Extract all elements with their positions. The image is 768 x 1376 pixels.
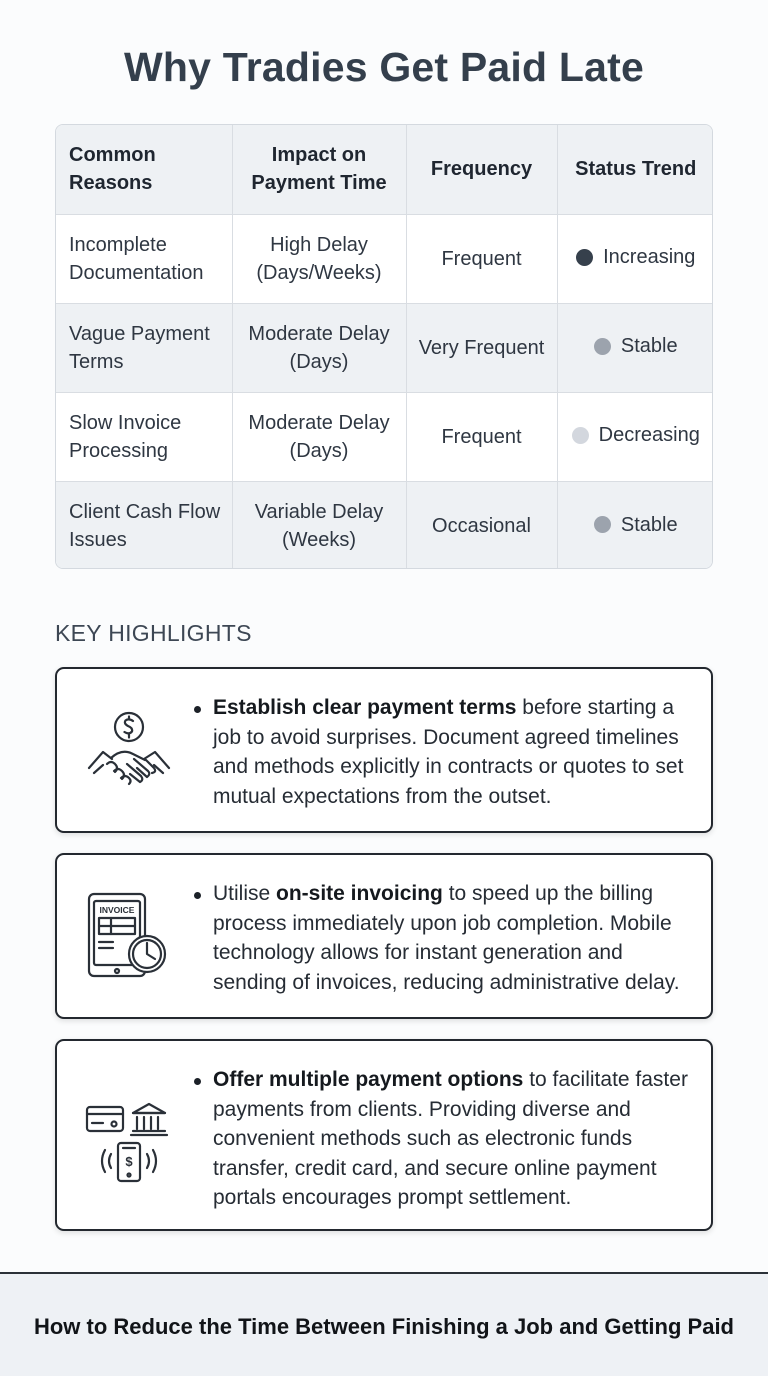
highlight-body: before starting a job to avoid surprises. Document agreed timelines and methods explicitly in contracts or quotes to set mutual expectations from the outset. [213,696,684,808]
table-row [56,214,713,303]
header-status-trend: Status Trend [557,125,713,214]
frequency-cell: Frequent [406,214,557,303]
page-title: Why Tradies Get Paid Late [124,44,644,90]
highlight-bold: Establish clear payment terms [213,696,517,719]
highlight-body: to facilitate faster payments from clients. Providing diverse and convenient methods such as electronic funds transfer, credit card, and secure online payment portals encourages prompt settlement. [213,1068,688,1209]
highlight-bold: on-site invoicing [276,882,443,905]
key-highlights-heading: KEY HIGHLIGHTS [55,620,252,646]
trend-dot [594,338,611,355]
header-frequency: Frequency [406,125,557,214]
trend-dot [572,427,589,444]
impact-cell: Moderate Delay (Days) [232,392,406,481]
reason-cell: Incomplete Documentation [56,214,232,303]
bullet-point [194,706,200,712]
frequency-cell: Occasional [406,481,557,569]
highlight-text [213,1065,695,1213]
highlight-pre: Utilise [213,882,277,905]
trend-dot [576,249,593,266]
highlight-body: to speed up the billing process immediately upon job completion. Mobile technology allows for instant generation and sending of invoices, reducing administrative delay. [213,882,680,994]
trend-label: Stable [620,335,678,358]
trend-cell [557,481,713,569]
trend-dot [594,516,611,533]
highlight-bold: Offer multiple payment options [213,1068,524,1091]
footer-text: How to Reduce the Time Between Finishing a Job and Getting Paid [33,1314,734,1339]
frequency-cell: Very Frequent [406,303,557,392]
svg-text:$: $ [125,1154,133,1169]
trend-label: Stable [620,513,678,536]
highlight-card-payment-terms [55,667,713,833]
highlight-card-onsite-invoicing [55,853,713,1019]
trend-label: Decreasing [598,424,700,447]
table-row [56,392,713,481]
header-common-reasons: Common Reasons [56,125,232,214]
highlight-card-payment-options [55,1039,713,1231]
reason-cell: Client Cash Flow Issues [56,481,232,569]
trend-cell [557,214,713,303]
payment-options-icon [81,1087,177,1183]
late-payment-table [55,124,713,569]
table-row [56,481,713,569]
table-header-row [56,125,713,214]
trend-cell [557,303,713,392]
bullet-point [194,892,200,898]
table-row [56,303,713,392]
highlight-text [213,693,695,811]
footer-banner [0,1272,768,1376]
invoice-tablet-clock-icon [81,888,177,984]
impact-cell: Variable Delay (Weeks) [232,481,406,569]
reason-cell: Slow Invoice Processing [56,392,232,481]
trend-cell [557,392,713,481]
trend-label: Increasing [603,246,696,269]
header-impact: Impact on Payment Time [232,125,406,214]
reason-cell: Vague Payment Terms [56,303,232,392]
handshake-dollar-icon [81,702,177,798]
impact-cell: High Delay (Days/Weeks) [232,214,406,303]
frequency-cell: Frequent [406,392,557,481]
highlight-text [213,879,695,997]
bullet-point [194,1078,200,1084]
invoice-icon-label: INVOICE [99,905,135,915]
impact-cell: Moderate Delay (Days) [232,303,406,392]
